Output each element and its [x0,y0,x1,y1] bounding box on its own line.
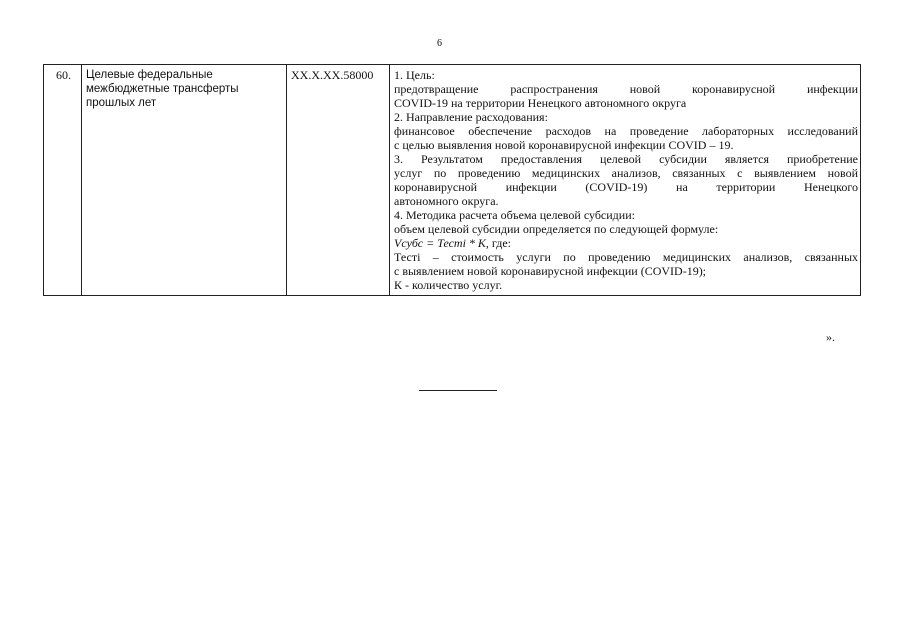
end-rule [419,390,497,391]
formula-line [394,236,858,250]
definition-k: К - количество услуг. [394,278,503,292]
result-text-3: коронавирусной инфекции (COVID-19) на территории Ненецкого [394,180,858,194]
formula: Vсубс = Тесті * К [394,236,486,250]
direction-text-2: с целью выявления новой коронавирусной инфекции COVID – 19. [394,138,734,152]
formula-suffix: , где: [485,236,511,250]
result-text-1: 3. Результатом предоставления целевой субсидии является приобретение [394,152,858,166]
goal-heading: 1. Цель: [394,68,435,82]
transfer-name: Целевые федеральные межбюджетные трансферты прошлых лет [82,65,287,296]
definition-test-2: с выявлением новой коронавирусной инфекции (COVID-19); [394,264,707,278]
result-text-2: услуг по проведению медицинских анализов, связанных с выявлением новой [394,166,858,180]
method-heading: 4. Методика расчета объема целевой субсидии: [394,208,635,222]
closing-quote: ». [826,330,835,344]
result-text-4: автономного округа. [394,194,499,208]
table-row [44,65,861,296]
definition-test-1: Тесті – стоимость услуги по проведению медицинских анализов, связанных [394,250,858,264]
transfer-description [390,65,861,296]
method-intro: объем целевой субсидии определяется по следующей формуле: [394,222,719,236]
budget-code: XX.X.XX.58000 [287,65,390,296]
goal-text-1: предотвращение распространения новой коронавирусной инфекции [394,82,858,96]
goal-text-2: COVID-19 на территории Ненецкого автономного округа [394,96,687,110]
direction-text-1: финансовое обеспечение расходов на проведение лабораторных исследований [394,124,858,138]
direction-heading: 2. Направление расходования: [394,110,548,124]
row-number: 60. [44,65,82,296]
budget-table [43,64,861,296]
page-number: 6 [437,38,442,49]
